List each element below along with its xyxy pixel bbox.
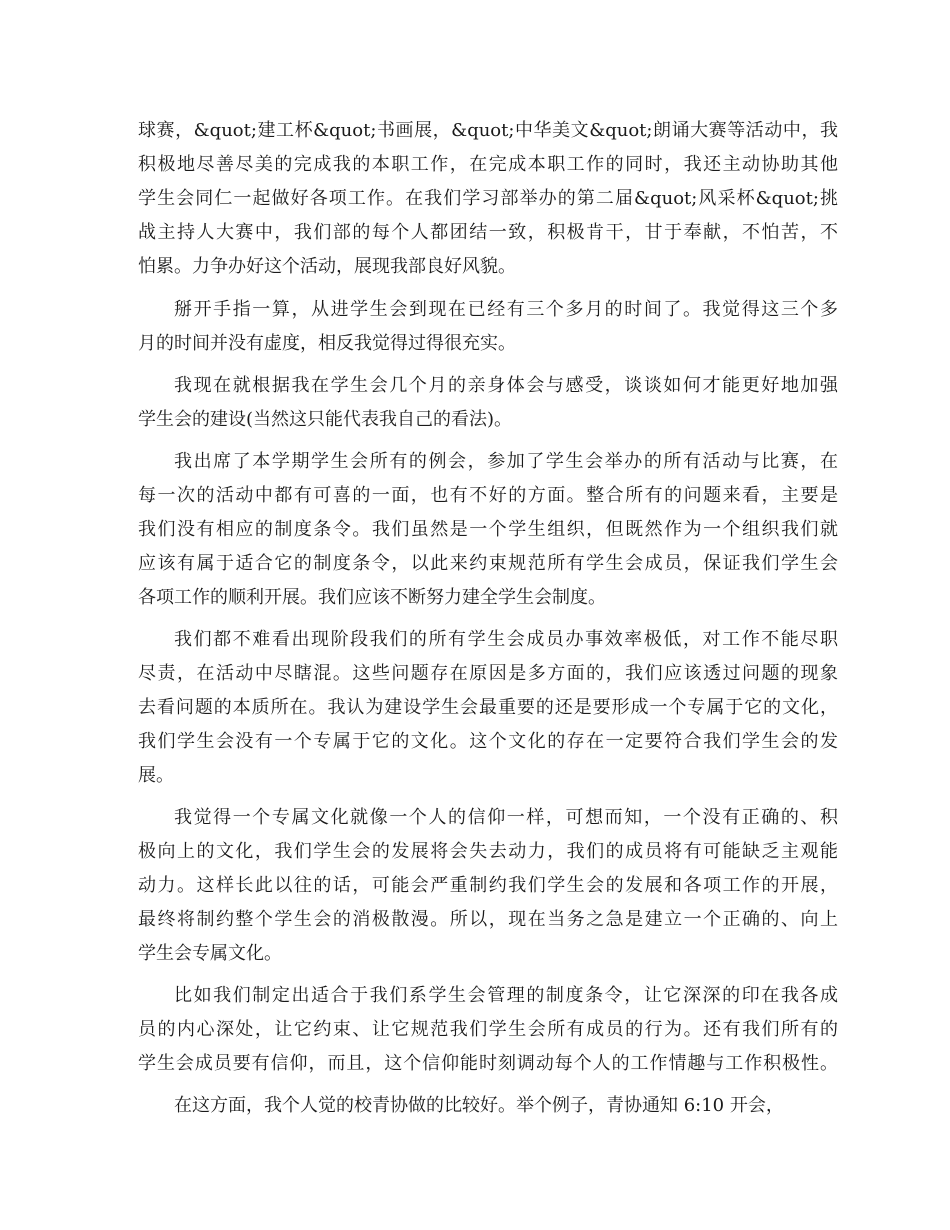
- text-line: 员的内心深处，让它约束、让它规范我们学生会所有成员的行为。还有我们所有的: [138, 1019, 838, 1040]
- text-line: 我现在就根据我在学生会几个月的亲身体会与感受，谈谈如何才能更好地加强: [174, 375, 838, 396]
- text-line: 我们学生会没有一个专属于它的文化。这个文化的存在一定要符合我们学生会的发: [138, 731, 838, 752]
- text-line: 积极地尽善尽美的完成我的本职工作，在完成本职工作的同时，我还主动协助其他: [138, 154, 838, 175]
- text-line: 比如我们制定出适合于我们系学生会管理的制度条令，让它深深的印在我各成: [174, 985, 838, 1006]
- text-line: 我出席了本学期学生会所有的例会，参加了学生会举办的所有活动与比赛，在: [174, 451, 838, 472]
- text-line: 极向上的文化，我们学生会的发展将会失去动力，我们的成员将有可能缺乏主观能: [138, 841, 838, 862]
- text-line: 我们没有相应的制度条令。我们虽然是一个学生组织，但既然作为一个组织我们就: [138, 519, 838, 540]
- text-line: 学生会同仁一起做好各项工作。在我们学习部举办的第二届&quot;风采杯&quot;挑: [138, 188, 838, 209]
- text-line: 学生会的建设(当然这只能代表我自己的看法)。: [138, 409, 513, 430]
- text-line: 怕累。力争办好这个活动，展现我部良好风貌。: [138, 256, 516, 277]
- text-line: 战主持人大赛中，我们部的每个人都团结一致，积极肯干，甘于奉献，不怕苦，不: [138, 222, 838, 243]
- text-line: 球赛，&quot;建工杯&quot;书画展，&quot;中华美文&quot;朗诵大赛等活动中，我: [138, 120, 838, 141]
- text-line: 各项工作的顺利开展。我们应该不断努力建全学生会制度。: [138, 587, 606, 608]
- text-line: 动力。这样长此以往的话，可能会严重制约我们学生会的发展和各项工作的开展，: [138, 875, 838, 896]
- text-line: 去看问题的本质所在。我认为建设学生会最重要的还是要形成一个专属于它的文化，: [138, 697, 838, 718]
- text-line: 每一次的活动中都有可喜的一面，也有不好的方面。整合所有的问题来看，主要是: [138, 485, 838, 506]
- text-line: 我们都不难看出现阶段我们的所有学生会成员办事效率极低，对工作不能尽职: [174, 629, 838, 650]
- text-line: 学生会成员要有信仰，而且，这个信仰能时刻调动每个人的工作情趣与工作积极性。: [138, 1053, 838, 1074]
- text-line: 掰开手指一算，从进学生会到现在已经有三个多月的时间了。我觉得这三个多: [174, 299, 838, 320]
- text-line: 尽责，在活动中尽瞎混。这些问题存在原因是多方面的，我们应该透过问题的现象: [138, 663, 838, 684]
- text-line: 应该有属于适合它的制度条令，以此来约束规范所有学生会成员，保证我们学生会: [138, 553, 838, 574]
- text-line: 我觉得一个专属文化就像一个人的信仰一样，可想而知，一个没有正确的、积: [174, 807, 838, 828]
- text-line: 月的时间并没有虚度，相反我觉得过得很充实。: [138, 333, 516, 354]
- text-line: 展。: [138, 765, 174, 786]
- text-line: 最终将制约整个学生会的消极散漫。所以，现在当务之急是建立一个正确的、向上: [138, 909, 838, 930]
- text-line: 在这方面，我个人觉的校青协做的比较好。举个例子，青协通知 6:10 开会，: [174, 1095, 784, 1116]
- text-line: 学生会专属文化。: [138, 943, 282, 964]
